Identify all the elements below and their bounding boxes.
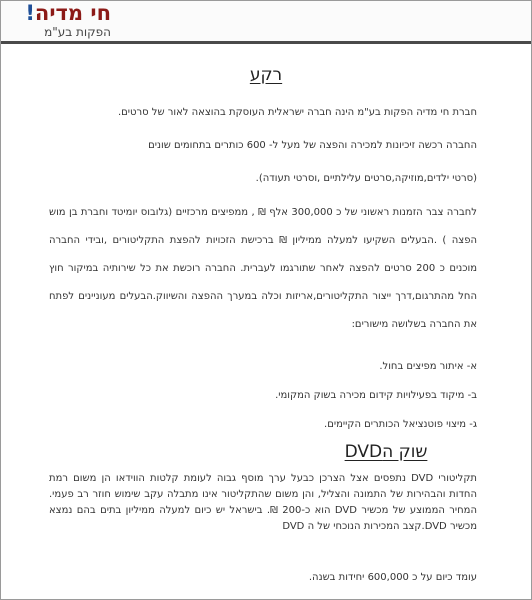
goal-item-a: א- איתור מפיצים בחול. <box>379 361 477 372</box>
page-header <box>1 1 531 41</box>
logo-name <box>3 1 111 25</box>
document-body <box>1 44 531 599</box>
dvd-market-sales-line: עומד כיום על כ 600,000 יחידות בשנה. <box>308 572 477 583</box>
logo-exclamation-mark: ! <box>25 1 35 25</box>
dvd-market-paragraph: תקליטורי DVD נתפסים אצל הצרכן כבעל ערך מוסף גבוה לעומת קלטות הווידאו הן משום רמת החדות והבהירות של התמונה והצליל, והן משום שהתקליטור אינו מתבלה עקב שימוש חוזר רב פעמי. המחיר הממוצע של מכשיר DVD הוא כ-200 ₪. בישראל יש כיום למעלה ממיליון בתים בהם נמצא מכשיר DVD.קצב המכירות הנוכחי של ה DVD <box>49 473 477 532</box>
background-paragraph-2: החברה רכשה זיכיונות למכירה והפצה של מעל ל- 600 כותרים בתחומים שונים <box>148 140 477 151</box>
background-paragraph-1: חברת חי מדיה הפקות בע"מ הינה חברה ישראלית העוסקת בהוצאה לאור של סרטים. <box>117 107 477 118</box>
background-paragraph-4: לחברה צבר הזמנות ראשוני של כ 300,000 אלף ₪ , ממפיצים מרכזיים (גלובוס יומיטד וחברת בן מוש הפצה ) .הבעלים השקיעו למעלה ממיליון ₪ ברכישת הזכויות להפצת התקליטורים ,ובידי החברה מוכנים כ 200 סרטים להפצה לאחר שתורגמו לעברית. החברה רוכשת את כל שירותיה במיקור חוץ החל מהתרגום,דרך ייצור התקליטורים,אריזות וכלה במערך ההפצה והשיווק.הבעלים מעוניינים לפתח את החברה בשלושה מישורים: <box>49 207 478 330</box>
section-title-background: רקע <box>249 65 283 85</box>
background-paragraph-3: (סרטי ילדים,מוזיקה,סרטים עלילתיים ,וסרטי תעודה). <box>255 173 477 184</box>
section-title-dvd-market: שוק הDVD <box>344 442 428 462</box>
goal-item-c: ג- מיצוי פוטנציאל הכותרים הקיימים. <box>324 419 477 430</box>
company-logo <box>3 3 111 39</box>
logo-wordmark: חי מדיה <box>34 1 111 25</box>
goal-item-b: ב- מיקוד בפעילויות קידום מכירה בשוק המקומי. <box>275 390 477 401</box>
logo-tagline: הפקות בע"מ <box>44 25 111 39</box>
